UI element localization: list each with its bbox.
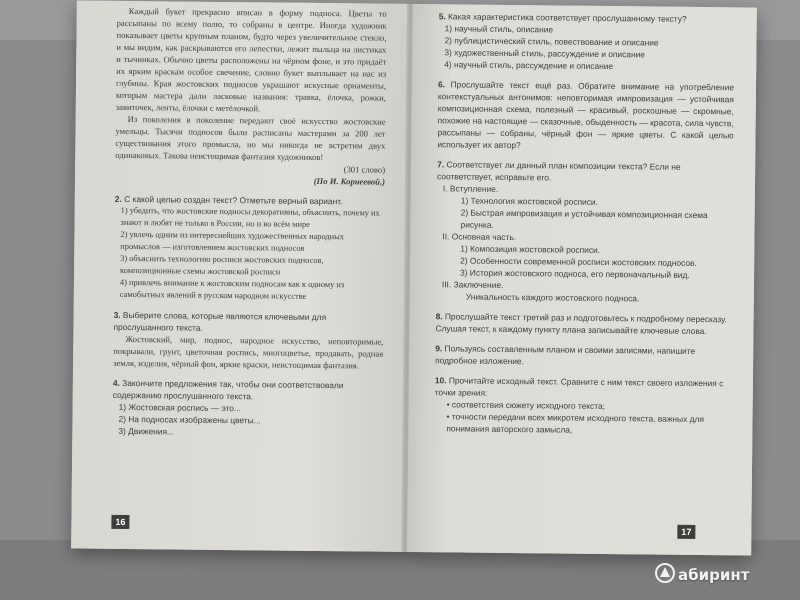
question-7-number: 7. <box>437 159 445 170</box>
page-number-left: 16 <box>111 515 129 529</box>
question-5-option: 3) художественный стиль, рассуждение и описание <box>444 47 646 60</box>
question-10-bullet: • точности передачи всех микротем исходного текста, важных для понимания авторского замысла, <box>446 411 704 435</box>
question-2-option: 4) привлечь внимание к жостовским подносам как к одному из самобытных явлений в русском народном искусстве <box>119 277 345 301</box>
plan-item: I. Вступление. <box>442 183 499 194</box>
question-4-options <box>112 401 382 440</box>
question-4-option: 2) На подносах изображены цветы... <box>118 413 261 426</box>
plan-item: 1) Технология жостовской росписи. <box>460 195 598 207</box>
question-5-option: 1) научный стиль, описание <box>444 23 554 35</box>
question-9 <box>435 342 731 369</box>
left-page-column <box>112 5 387 440</box>
question-5-text: Какая характеристика соответствует прослушанному тексту? <box>448 11 687 24</box>
composition-plan <box>436 182 733 305</box>
question-5-option: 4) научный стиль, рассуждение и описание <box>444 59 614 72</box>
text-paragraph-2: Из поколения в поколение передают своё искусство жостовские умельцы. Тысячи подносов были расписаны мастерами за 200 лет существования этого промысла, но мы никогда не встретим двух одинаковых. Такова неистощимая фантазия художников! <box>115 113 386 163</box>
plan-item: Уникальность каждого жостовского подноса. <box>465 291 640 304</box>
question-10 <box>435 374 731 401</box>
word-count: (301 слово) <box>343 164 386 175</box>
question-8 <box>435 310 731 337</box>
plan-item: III. Заключение. <box>441 279 504 290</box>
question-9-text: Пользуясь составленным планом и своими записями, напишите подробное изложение. <box>435 343 696 367</box>
plan-item: II. Основная часть. <box>442 231 517 243</box>
question-10-number: 10. <box>434 375 447 386</box>
left-page <box>71 0 409 551</box>
text-paragraph-1: Каждый букет прекрасно вписан в форму подноса. Цветы то рассыпаны по всему полю, то собраны в центре. Иногда художник показывает цветы крупным планом, будто через увеличительное стекло, и мы видим, как раскрываются его лепестки, лежит пыльца на листиках и тычинках. Обычно цветы расположены на чёрном фоне, и это придаёт их ярким краскам особое свечение, словно букет выплывает на нас из глубины. Края жостовских подносов украшают искусные орнаменты, которым мастера дали ласковые названия: травка, ёлочка, рожки, завиточек, ленты, ёлочки с метёлочкой. <box>115 5 387 114</box>
question-2-text: С какой целью создан текст? Отметьте верный вариант. <box>124 193 343 207</box>
question-3-number: 3. <box>113 309 121 320</box>
question-6-text: Прослушайте текст ещё раз. Обратите внимание на употребление контекстуальных антонимов: неповторимая импровизация — устойчивая композиционная схема, полезный — красивый, роскошные — скромные, похожие на настоящие — сказочные, обыденность — красота, сила чувств, рассыпаны — собраны, чёрный фон — яркие цветы. С какой целью использует их автор? <box>437 79 735 151</box>
question-3-words: Жостовский, мир, поднос, народное искусство, неповторимые, покрывали, грунт, цветочная роспись, многоцветье, продавать, родная земля, изделия, чёрный фон, яркие краски, неистощимая фантазия. <box>113 333 384 371</box>
question-8-number: 8. <box>435 311 443 322</box>
question-2-option: 3) объяснить технологию росписи жостовских подносов, композиционные схемы жостовской росписи <box>120 253 324 277</box>
question-2-options <box>114 205 385 304</box>
labyrinth-logo-icon <box>654 562 676 584</box>
question-4-option: 3) Движения... <box>118 425 175 437</box>
question-5-options <box>438 22 734 73</box>
question-5-number: 5. <box>438 11 446 22</box>
plan-item: 2) Особенности современной росписи жостовских подносов. <box>460 255 697 268</box>
text-source: (По И. Корнеевой.) <box>313 175 386 187</box>
question-7-text: Соответствует ли данный план композиции текста? Если не соответствует, исправьте его. <box>437 159 681 183</box>
question-10-bullet: • соответствия сюжету исходного текста; <box>446 399 606 412</box>
question-4-text: Закончите предложения так, чтобы они соответствовали содержанию прослушанного текста. <box>112 377 344 402</box>
book-spread <box>71 0 757 555</box>
question-6-number: 6. <box>437 79 446 90</box>
plan-item: 1) Композиция жостовской росписи. <box>460 243 601 255</box>
question-7 <box>437 158 733 185</box>
question-2-option: 1) убедить, что жостовские подносы декоративны, объяснить, почему их знают и любят не только в России, но и во всём мире <box>120 205 380 229</box>
question-5-option: 2) публицистический стиль, повествование и описание <box>444 35 659 48</box>
question-3-text: Выберите слова, которые являются ключевыми для прослушанного текста. <box>113 309 327 333</box>
question-4-number: 4. <box>112 377 120 388</box>
right-page <box>407 4 757 556</box>
watermark-text: абиринт <box>678 566 750 584</box>
question-4 <box>113 377 383 404</box>
question-10-bullets <box>434 398 730 437</box>
page-number-right: 17 <box>677 525 695 539</box>
question-4-option: 1) Жостовская роспись — это... <box>118 401 242 414</box>
question-9-number: 9. <box>435 343 443 354</box>
question-3 <box>113 309 383 336</box>
question-2-option: 2) увлечь одним из интереснейших художественных народных промыслов — изготовлением жостовских подносов <box>120 229 345 253</box>
question-8-text: Прослушайте текст третий раз и подготовьтесь к подробному пересказу. Слушая текст, к каждому пункту плана записывайте ключевые слова. <box>435 311 727 337</box>
question-6 <box>437 78 734 153</box>
plan-item: 2) Быстрая импровизация и устойчивая композиционная схема рисунка. <box>460 207 708 230</box>
question-2-number: 2. <box>114 193 122 204</box>
question-10-text: Прочитайте исходный текст. Сравните с ним текст своего изложения с точки зрения: <box>434 375 724 398</box>
right-page-column <box>434 8 734 437</box>
plan-item: 3) История жостовского подноса, его первоначальный вид. <box>460 267 690 280</box>
